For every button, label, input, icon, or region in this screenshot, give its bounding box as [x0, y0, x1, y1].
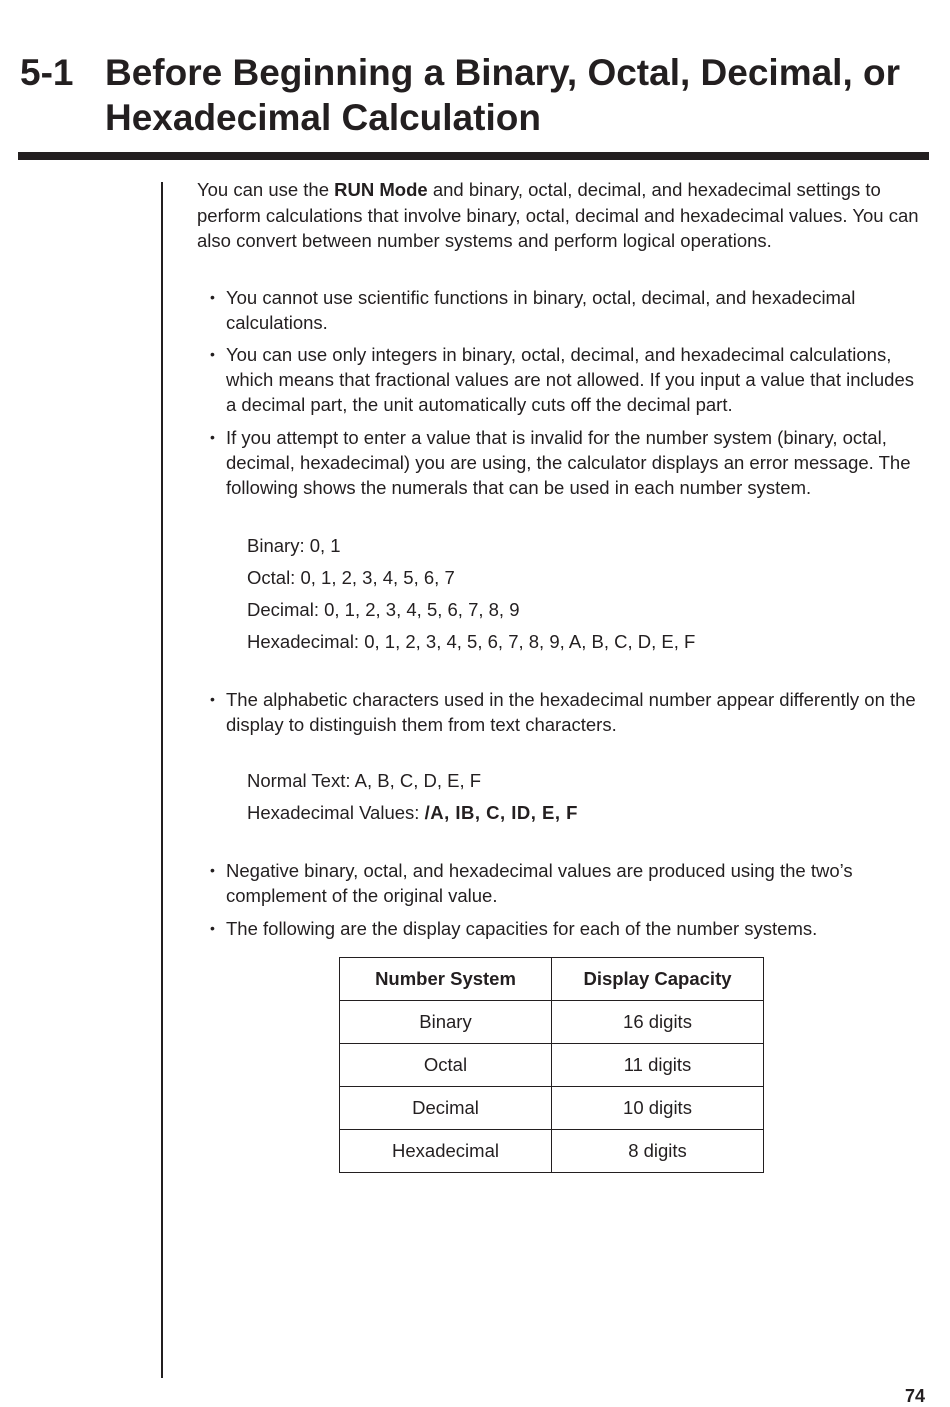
bullet-text: Negative binary, octal, and hexadecimal values are produced using the two’s complement of the original value.: [226, 860, 853, 906]
number-system-cell: Binary: [340, 1001, 552, 1044]
table-row: [340, 1001, 764, 1044]
bullet-dot: •: [210, 920, 215, 936]
bullet-text: You can use only integers in binary, octal, decimal, and hexadecimal calculations, which means that fractional values are not allowed. If you input a value that includes a decimal part, the unit automatically cuts off the decimal part.: [226, 344, 914, 415]
display-capacity-cell: 8 digits: [552, 1130, 764, 1173]
section-title: Before Beginning a Binary, Octal, Decimal, or Hexadecimal Calculation: [105, 52, 901, 138]
page-number: 74: [905, 1386, 926, 1406]
bullet-text: You cannot use scientific functions in binary, octal, decimal, and hexadecimal calculations.: [226, 287, 856, 333]
table-row: [340, 1087, 764, 1130]
bullet-dot: •: [210, 429, 215, 445]
bullet-item: [210, 285, 922, 335]
bullet-text: The alphabetic characters used in the hexadecimal number appear differently on the display to distinguish them from text characters.: [226, 689, 916, 735]
hexadecimal-value-characters: [247, 800, 578, 825]
intro-text-before: You can use the: [197, 179, 335, 200]
display-capacity-cell: 10 digits: [552, 1087, 764, 1130]
bullet-item: [210, 342, 922, 417]
bullet-dot: •: [210, 862, 215, 878]
bullet-dot: •: [210, 289, 215, 305]
bullet-item: [210, 916, 922, 941]
bullet-item: [210, 425, 922, 500]
display-capacity-cell: 11 digits: [552, 1044, 764, 1087]
section-number: 5-1: [20, 52, 74, 93]
table-header-row: [340, 958, 764, 1001]
column-header-display-capacity: Display Capacity: [552, 958, 764, 1001]
heading-rule: [18, 152, 929, 160]
number-system-cell: Decimal: [340, 1087, 552, 1130]
intro-paragraph: [197, 177, 927, 254]
run-mode-term: RUN Mode: [334, 179, 428, 200]
bullet-item: [210, 858, 922, 908]
display-capacity-cell: 16 digits: [552, 1001, 764, 1044]
table-row: [340, 1130, 764, 1173]
display-capacity-table: [339, 957, 764, 1173]
normal-text-characters: Normal Text: A, B, C, D, E, F: [247, 770, 482, 791]
intro-text-after: and binary, octal, decimal, and hexadecimal settings to perform calculations that involve binary, octal, decimal and hexadecimal values. You can also convert between number systems and perform logical operations.: [197, 179, 919, 251]
column-header-number-system: Number System: [340, 958, 552, 1001]
bullet-text: If you attempt to enter a value that is invalid for the number system (binary, octal, decimal, hexadecimal) you are using, the calculator displays an error message. The following shows the numerals that can be used in each number system.: [226, 427, 911, 498]
binary-numerals: Binary: 0, 1: [247, 535, 341, 556]
hexadecimal-value-glyphs: /A, IB, C, ID, E, F: [424, 802, 578, 823]
bullet-text: The following are the display capacities for each of the number systems.: [226, 918, 818, 939]
number-system-cell: Hexadecimal: [340, 1130, 552, 1173]
margin-rule: [161, 182, 163, 1378]
bullet-dot: •: [210, 691, 215, 707]
number-system-cell: Octal: [340, 1044, 552, 1087]
table-row: [340, 1044, 764, 1087]
decimal-numerals: Decimal: 0, 1, 2, 3, 4, 5, 6, 7, 8, 9: [247, 599, 520, 620]
bullet-item: [210, 687, 922, 737]
hexadecimal-numerals: Hexadecimal: 0, 1, 2, 3, 4, 5, 6, 7, 8, 9, A, B, C, D, E, F: [247, 631, 696, 652]
bullet-dot: •: [210, 346, 215, 362]
hexadecimal-values-label: Hexadecimal Values:: [247, 802, 425, 823]
octal-numerals: Octal: 0, 1, 2, 3, 4, 5, 6, 7: [247, 567, 455, 588]
